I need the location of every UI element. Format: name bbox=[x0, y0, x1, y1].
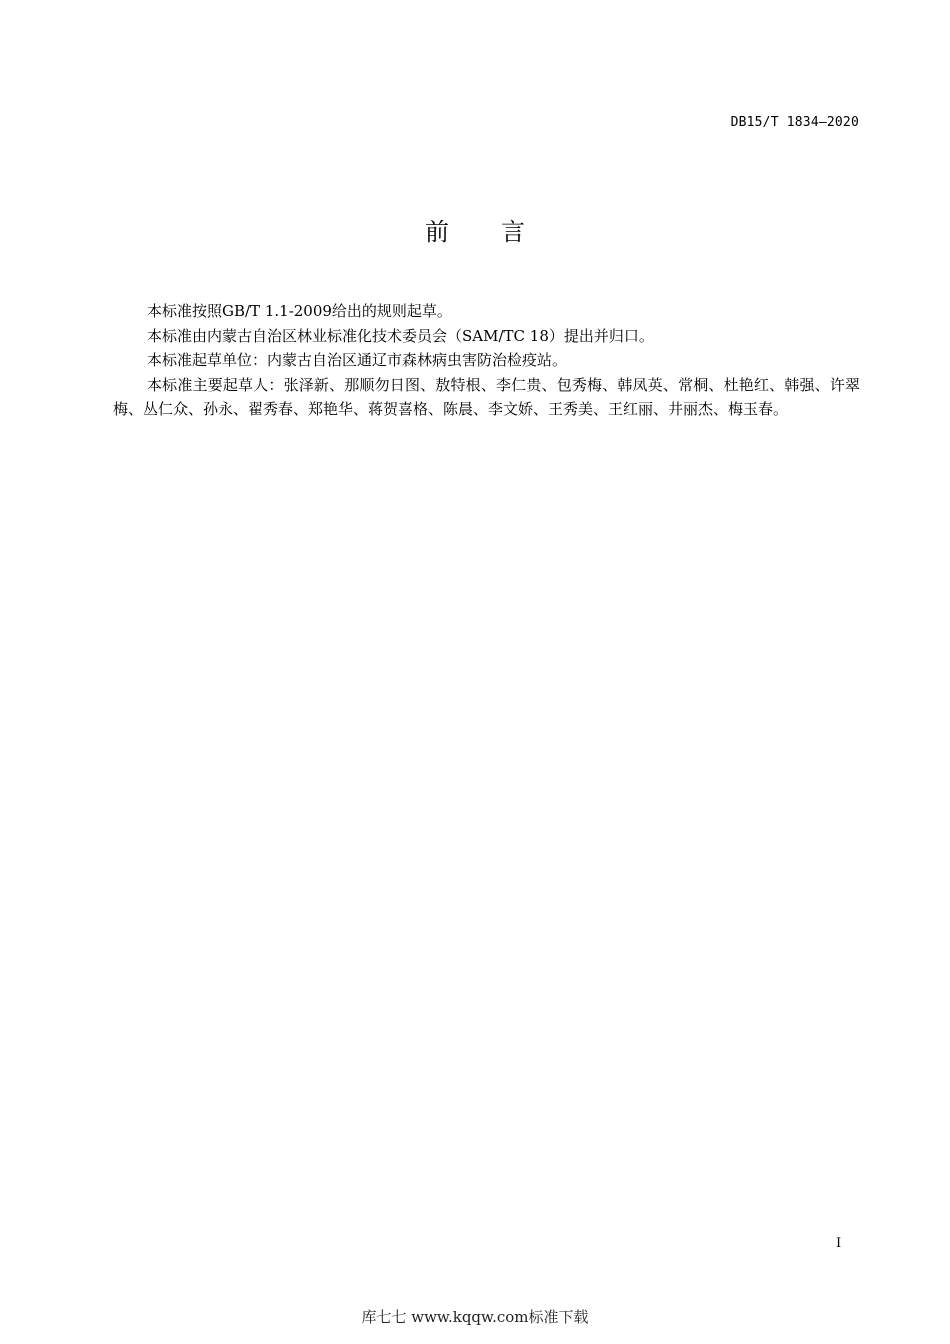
document-code: DB15/T 1834—2020 bbox=[730, 115, 859, 130]
page-title bbox=[0, 212, 950, 247]
body-text bbox=[113, 299, 860, 422]
paragraph-drafting-unit: 本标准起草单位：内蒙古自治区通辽市森林病虫害防治检疫站。 bbox=[147, 351, 568, 369]
watermark: 库七七 www.kqqw.com标准下载 bbox=[361, 1308, 589, 1326]
page-title-part-2: 言 bbox=[501, 218, 525, 246]
paragraph-drafters: 本标准主要起草人：张泽新、那顺勿日图、敖特根、李仁贵、包秀梅、韩凤英、常桐、杜艳红、韩强、许翠梅、丛仁众、孙永、翟秀春、郑艳华、蒋贺喜格、陈晨、李文娇、王秀美、王红丽、井丽杰、梅玉春。 bbox=[113, 375, 860, 418]
paragraph-drafting-rules: 本标准按照GB/T 1.1-2009给出的规则起草。 bbox=[147, 302, 452, 320]
paragraph-proposer: 本标准由内蒙古自治区林业标准化技术委员会（SAM/TC 18）提出并归口。 bbox=[147, 326, 654, 345]
page-title-part-1: 前 bbox=[425, 218, 449, 246]
page-number: I bbox=[836, 1236, 842, 1251]
